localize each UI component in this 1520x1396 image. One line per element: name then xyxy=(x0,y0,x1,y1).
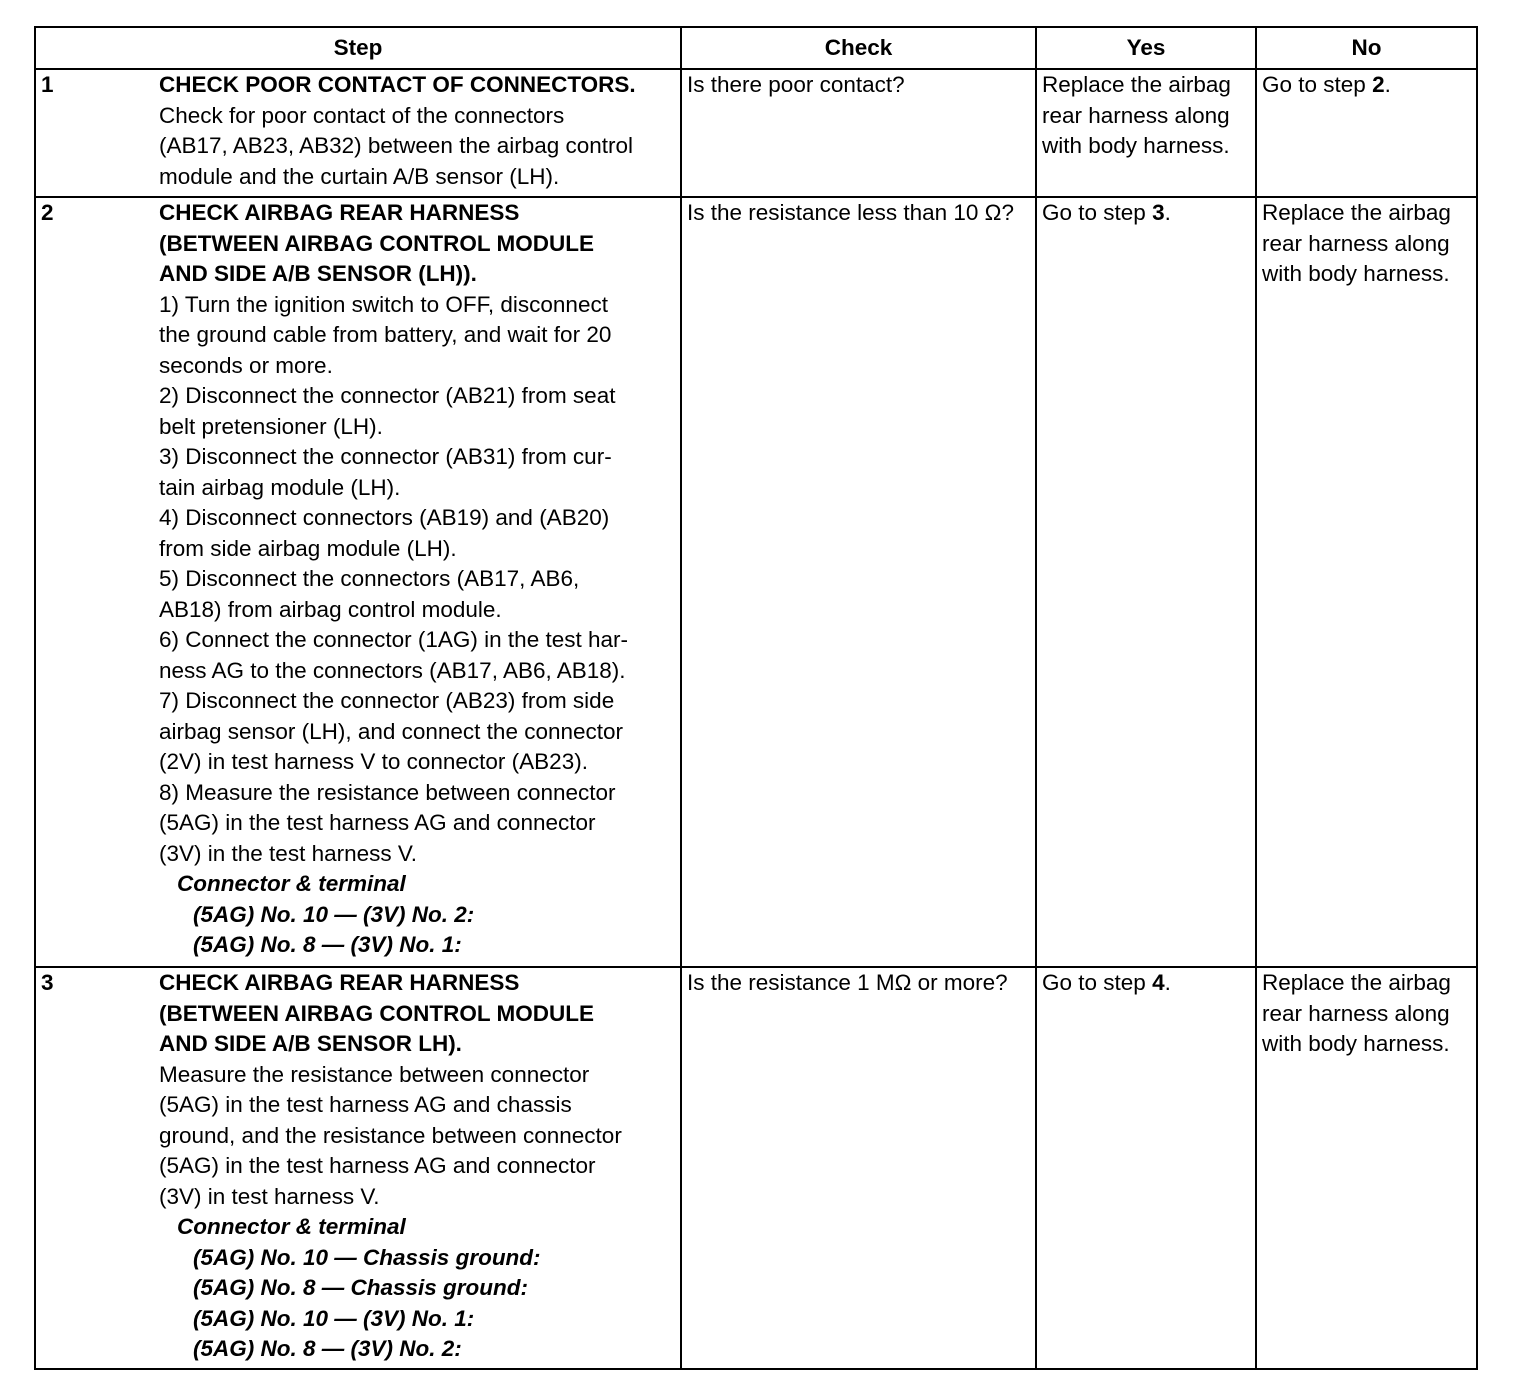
no-cell xyxy=(1256,197,1477,967)
step-cell xyxy=(35,197,681,967)
connector-terminal-item: (5AG) No. 8 — Chassis ground: xyxy=(193,1275,529,1300)
yes-action-line: rear harness along xyxy=(1042,102,1230,128)
goto-period: . xyxy=(1384,72,1391,97)
step-cell xyxy=(35,69,681,197)
step-text-line: (3V) in test harness V. xyxy=(159,1183,380,1209)
connector-terminal-item: (5AG) No. 10 — Chassis ground: xyxy=(193,1244,541,1270)
header-no: No xyxy=(1256,27,1477,69)
table-row xyxy=(35,69,1477,197)
no-action-line: rear harness along xyxy=(1262,1000,1450,1026)
no-action-line: rear harness along xyxy=(1262,230,1450,256)
step-instructions xyxy=(159,70,680,192)
step-text-line: module and the curtain A/B sensor (LH). xyxy=(159,163,560,189)
step-instructions xyxy=(159,198,680,961)
check-question: Is there poor contact? xyxy=(687,72,905,97)
check-question: Is the resistance 1 MΩ or more? xyxy=(687,970,1008,995)
header-check: Check xyxy=(681,27,1036,69)
step-text-line: 2) Disconnect the connector (AB21) from seat xyxy=(159,383,616,408)
goto-text: Go to step xyxy=(1042,970,1153,995)
table-row xyxy=(35,967,1477,1369)
table-row xyxy=(35,197,1477,967)
connector-terminal-item: (5AG) No. 10 — (3V) No. 2: xyxy=(193,901,475,927)
step-title: (BETWEEN AIRBAG CONTROL MODULE xyxy=(159,1000,594,1026)
goto-text: Go to step xyxy=(1042,200,1153,225)
check-cell xyxy=(681,967,1036,1369)
goto-step-number: 4 xyxy=(1152,970,1165,995)
no-action-line: with body harness. xyxy=(1262,261,1450,286)
header-row xyxy=(35,27,1477,69)
yes-action-line: with body harness. xyxy=(1042,133,1230,158)
step-text-line: Measure the resistance between connector xyxy=(159,1061,590,1087)
no-goto-step xyxy=(1262,70,1472,101)
step-text-line: (3V) in the test harness V. xyxy=(159,840,418,866)
no-action-line: Replace the airbag xyxy=(1262,200,1451,225)
yes-cell xyxy=(1036,69,1256,197)
step-text-line: belt pretensioner (LH). xyxy=(159,413,383,439)
goto-period: . xyxy=(1164,970,1171,995)
header-yes: Yes xyxy=(1036,27,1256,69)
step-text-line: (AB17, AB23, AB32) between the airbag control xyxy=(159,133,634,158)
connector-terminal-heading: Connector & terminal xyxy=(177,1214,406,1239)
step-number: 3 xyxy=(41,970,54,995)
step-text-line: airbag sensor (LH), and connect the connector xyxy=(159,718,624,744)
yes-goto-step xyxy=(1042,198,1251,229)
diagnostic-table xyxy=(34,26,1478,1370)
step-text-line: (2V) in test harness V to connector (AB23). xyxy=(159,749,588,774)
step-text-line: AB18) from airbag control module. xyxy=(159,596,502,622)
step-text-line: 7) Disconnect the connector (AB23) from side xyxy=(159,688,615,713)
step-text-line: (5AG) in the test harness AG and connector xyxy=(159,810,596,835)
connector-terminal-heading: Connector & terminal xyxy=(177,871,406,896)
step-instructions xyxy=(159,968,680,1365)
check-cell xyxy=(681,69,1036,197)
yes-cell xyxy=(1036,197,1256,967)
step-text-line: the ground cable from battery, and wait for 20 xyxy=(159,322,612,347)
step-title: CHECK AIRBAG REAR HARNESS xyxy=(159,200,520,225)
step-title: (BETWEEN AIRBAG CONTROL MODULE xyxy=(159,230,594,256)
step-text-line: seconds or more. xyxy=(159,352,333,378)
check-cell xyxy=(681,197,1036,967)
step-title: AND SIDE A/B SENSOR LH). xyxy=(159,1031,462,1056)
step-title: AND SIDE A/B SENSOR (LH)). xyxy=(159,261,477,286)
step-text-line: tain airbag module (LH). xyxy=(159,474,401,500)
step-text-line: ness AG to the connectors (AB17, AB6, AB18). xyxy=(159,657,626,683)
step-text-line: Check for poor contact of the connectors xyxy=(159,102,565,128)
yes-action-line: Replace the airbag xyxy=(1042,72,1231,97)
no-action-line: with body harness. xyxy=(1262,1031,1450,1056)
yes-goto-step xyxy=(1042,968,1251,999)
connector-terminal-item: (5AG) No. 10 — (3V) No. 1: xyxy=(193,1305,475,1331)
yes-cell xyxy=(1036,967,1256,1369)
step-title: CHECK POOR CONTACT OF CONNECTORS. xyxy=(159,72,636,97)
step-text-line: 8) Measure the resistance between connector xyxy=(159,779,616,805)
goto-step-number: 3 xyxy=(1152,200,1165,225)
step-text-line: 5) Disconnect the connectors (AB17, AB6, xyxy=(159,566,580,591)
step-text-line: from side airbag module (LH). xyxy=(159,535,457,561)
no-cell xyxy=(1256,69,1477,197)
step-number: 2 xyxy=(41,200,54,225)
step-text-line: 1) Turn the ignition switch to OFF, disconnect xyxy=(159,291,608,317)
step-title: CHECK AIRBAG REAR HARNESS xyxy=(159,970,520,995)
step-text-line: 4) Disconnect connectors (AB19) and (AB20) xyxy=(159,505,610,530)
connector-terminal-item: (5AG) No. 8 — (3V) No. 2: xyxy=(193,1336,462,1361)
step-text-line: (5AG) in the test harness AG and chassis xyxy=(159,1092,572,1117)
goto-period: . xyxy=(1164,200,1171,225)
step-cell xyxy=(35,967,681,1369)
header-step: Step xyxy=(35,27,681,69)
step-text-line: 3) Disconnect the connector (AB31) from cur- xyxy=(159,444,612,469)
goto-text: Go to step xyxy=(1262,72,1373,97)
step-text-line: (5AG) in the test harness AG and connector xyxy=(159,1153,596,1178)
check-question: Is the resistance less than 10 Ω? xyxy=(687,200,1014,225)
step-number: 1 xyxy=(41,72,54,97)
goto-step-number: 2 xyxy=(1372,72,1385,97)
no-cell xyxy=(1256,967,1477,1369)
no-action-line: Replace the airbag xyxy=(1262,970,1451,995)
step-text-line: ground, and the resistance between connector xyxy=(159,1122,622,1148)
connector-terminal-item: (5AG) No. 8 — (3V) No. 1: xyxy=(193,932,462,957)
step-text-line: 6) Connect the connector (1AG) in the test har- xyxy=(159,627,628,652)
